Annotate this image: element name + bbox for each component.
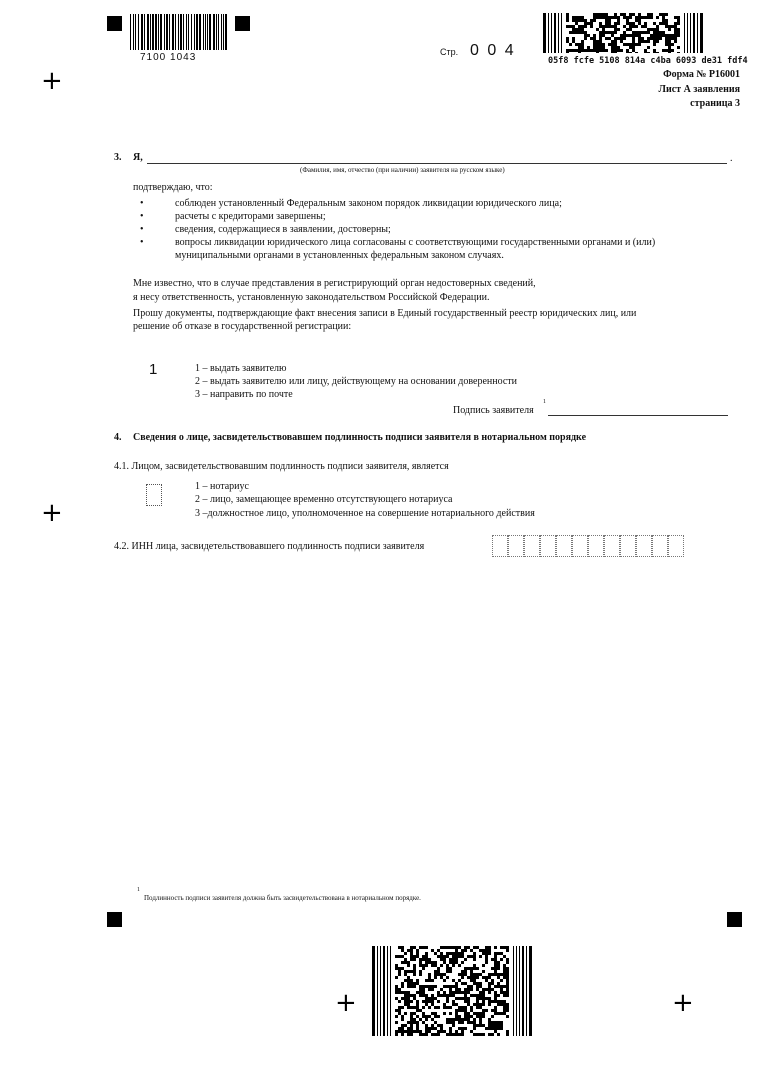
sheet-page: страница 3 (690, 98, 740, 109)
registration-mark-bottom-right (727, 912, 742, 927)
delivery-choice-value[interactable]: 1 (149, 361, 158, 378)
notary-option-2: 2 – лицо, замещающее временно отсутствующего нотариуса (195, 494, 453, 505)
list-item: • расчеты с кредиторами завершены; (140, 210, 675, 223)
inn-digit-cell[interactable] (668, 535, 684, 557)
question-4-1: 4.1. Лицом, засвидетельствовавшим подлинность подписи заявителя, является (114, 461, 449, 472)
inn-digit-cell[interactable] (604, 535, 620, 557)
registration-mark-top-center (235, 16, 250, 31)
inn-digit-cell[interactable] (556, 535, 572, 557)
crosshair-mark: + (672, 988, 694, 1018)
inn-digit-cell[interactable] (540, 535, 556, 557)
barcode-number: 7100 1043 (140, 52, 197, 63)
inn-input[interactable] (492, 535, 684, 557)
applicant-name-field[interactable] (147, 163, 727, 164)
signature-footnote-ref: 1 (543, 399, 546, 405)
delivery-option-2: 2 – выдать заявителю или лицу, действующему на основании доверенности (195, 376, 518, 387)
inn-digit-cell[interactable] (620, 535, 636, 557)
page-number: 0 0 4 (470, 42, 516, 59)
page-label: Стр. (440, 47, 459, 57)
section-3-i-label: Я, (133, 152, 143, 163)
registration-mark-top-left (107, 16, 122, 31)
inn-digit-cell[interactable] (572, 535, 588, 557)
crosshair-mark: + (41, 66, 63, 96)
inn-digit-cell[interactable] (636, 535, 652, 557)
delivery-option-1: 1 – выдать заявителю (195, 363, 287, 374)
section-4-number: 4. (114, 432, 122, 443)
notary-option-3: 3 –должностное лицо, уполномоченное на совершение нотариального действия (195, 508, 535, 519)
request-line-2: решение об отказе в государственной регистрации: (133, 321, 352, 332)
request-line-1: Прошу документы, подтверждающие факт внесения записи в Единый государственный реестр юридических лиц, или (133, 308, 637, 319)
footnote-number: 1 (137, 887, 140, 893)
confirm-list (140, 197, 675, 262)
notary-type-input[interactable] (146, 484, 162, 506)
notary-option-1: 1 – нотариус (195, 481, 249, 492)
list-item: • сведения, содержащиеся в заявлении, достоверны; (140, 223, 675, 236)
hash-code: 05f8 fcfe 5108 814a c4ba 6093 de31 fdf4 (548, 56, 748, 66)
delivery-option-3: 3 – направить по почте (195, 389, 293, 400)
name-hint: (Фамилия, имя, отчество (при наличии) заявителя на русском языке) (300, 166, 505, 174)
linear-barcode (130, 14, 230, 52)
crosshair-mark: + (335, 988, 357, 1018)
list-item: • соблюден установленный Федеральным законом порядок ликвидации юридического лица; (140, 197, 675, 210)
signature-label: Подпись заявителя (453, 405, 534, 416)
list-item: • вопросы ликвидации юридического лица согласованы с соответствующими государственными органами и (или) муниципальными органами в установленных федеральным законом случаях. (140, 236, 675, 262)
section-3-number: 3. (114, 152, 122, 163)
footnote-text: Подлинность подписи заявителя должна быть засвидетельствована в нотариальном порядке. (144, 894, 421, 902)
inn-digit-cell[interactable] (492, 535, 508, 557)
crosshair-mark: + (41, 498, 63, 528)
registration-mark-bottom-left (107, 912, 122, 927)
question-4-2: 4.2. ИНН лица, засвидетельствовавшего подлинность подписи заявителя (114, 541, 425, 552)
aware-line-1: Мне известно, что в случае представления в регистрирующий орган недостоверных сведений, (133, 278, 536, 289)
inn-digit-cell[interactable] (508, 535, 524, 557)
inn-digit-cell[interactable] (588, 535, 604, 557)
top-matrix-barcode (543, 13, 703, 53)
signature-field[interactable] (548, 415, 728, 416)
form-number: Форма № Р16001 (663, 69, 740, 80)
sheet-title: Лист А заявления (658, 84, 740, 95)
inn-digit-cell[interactable] (524, 535, 540, 557)
aware-line-2: я несу ответственность, установленную законодательством Российской Федерации. (133, 292, 490, 303)
inn-digit-cell[interactable] (652, 535, 668, 557)
bottom-2d-barcode (372, 946, 532, 1036)
confirm-intro: подтверждаю, что: (133, 182, 213, 193)
section-4-title: Сведения о лице, засвидетельствовавшем подлинность подписи заявителя в нотариальном порядке (133, 432, 587, 443)
